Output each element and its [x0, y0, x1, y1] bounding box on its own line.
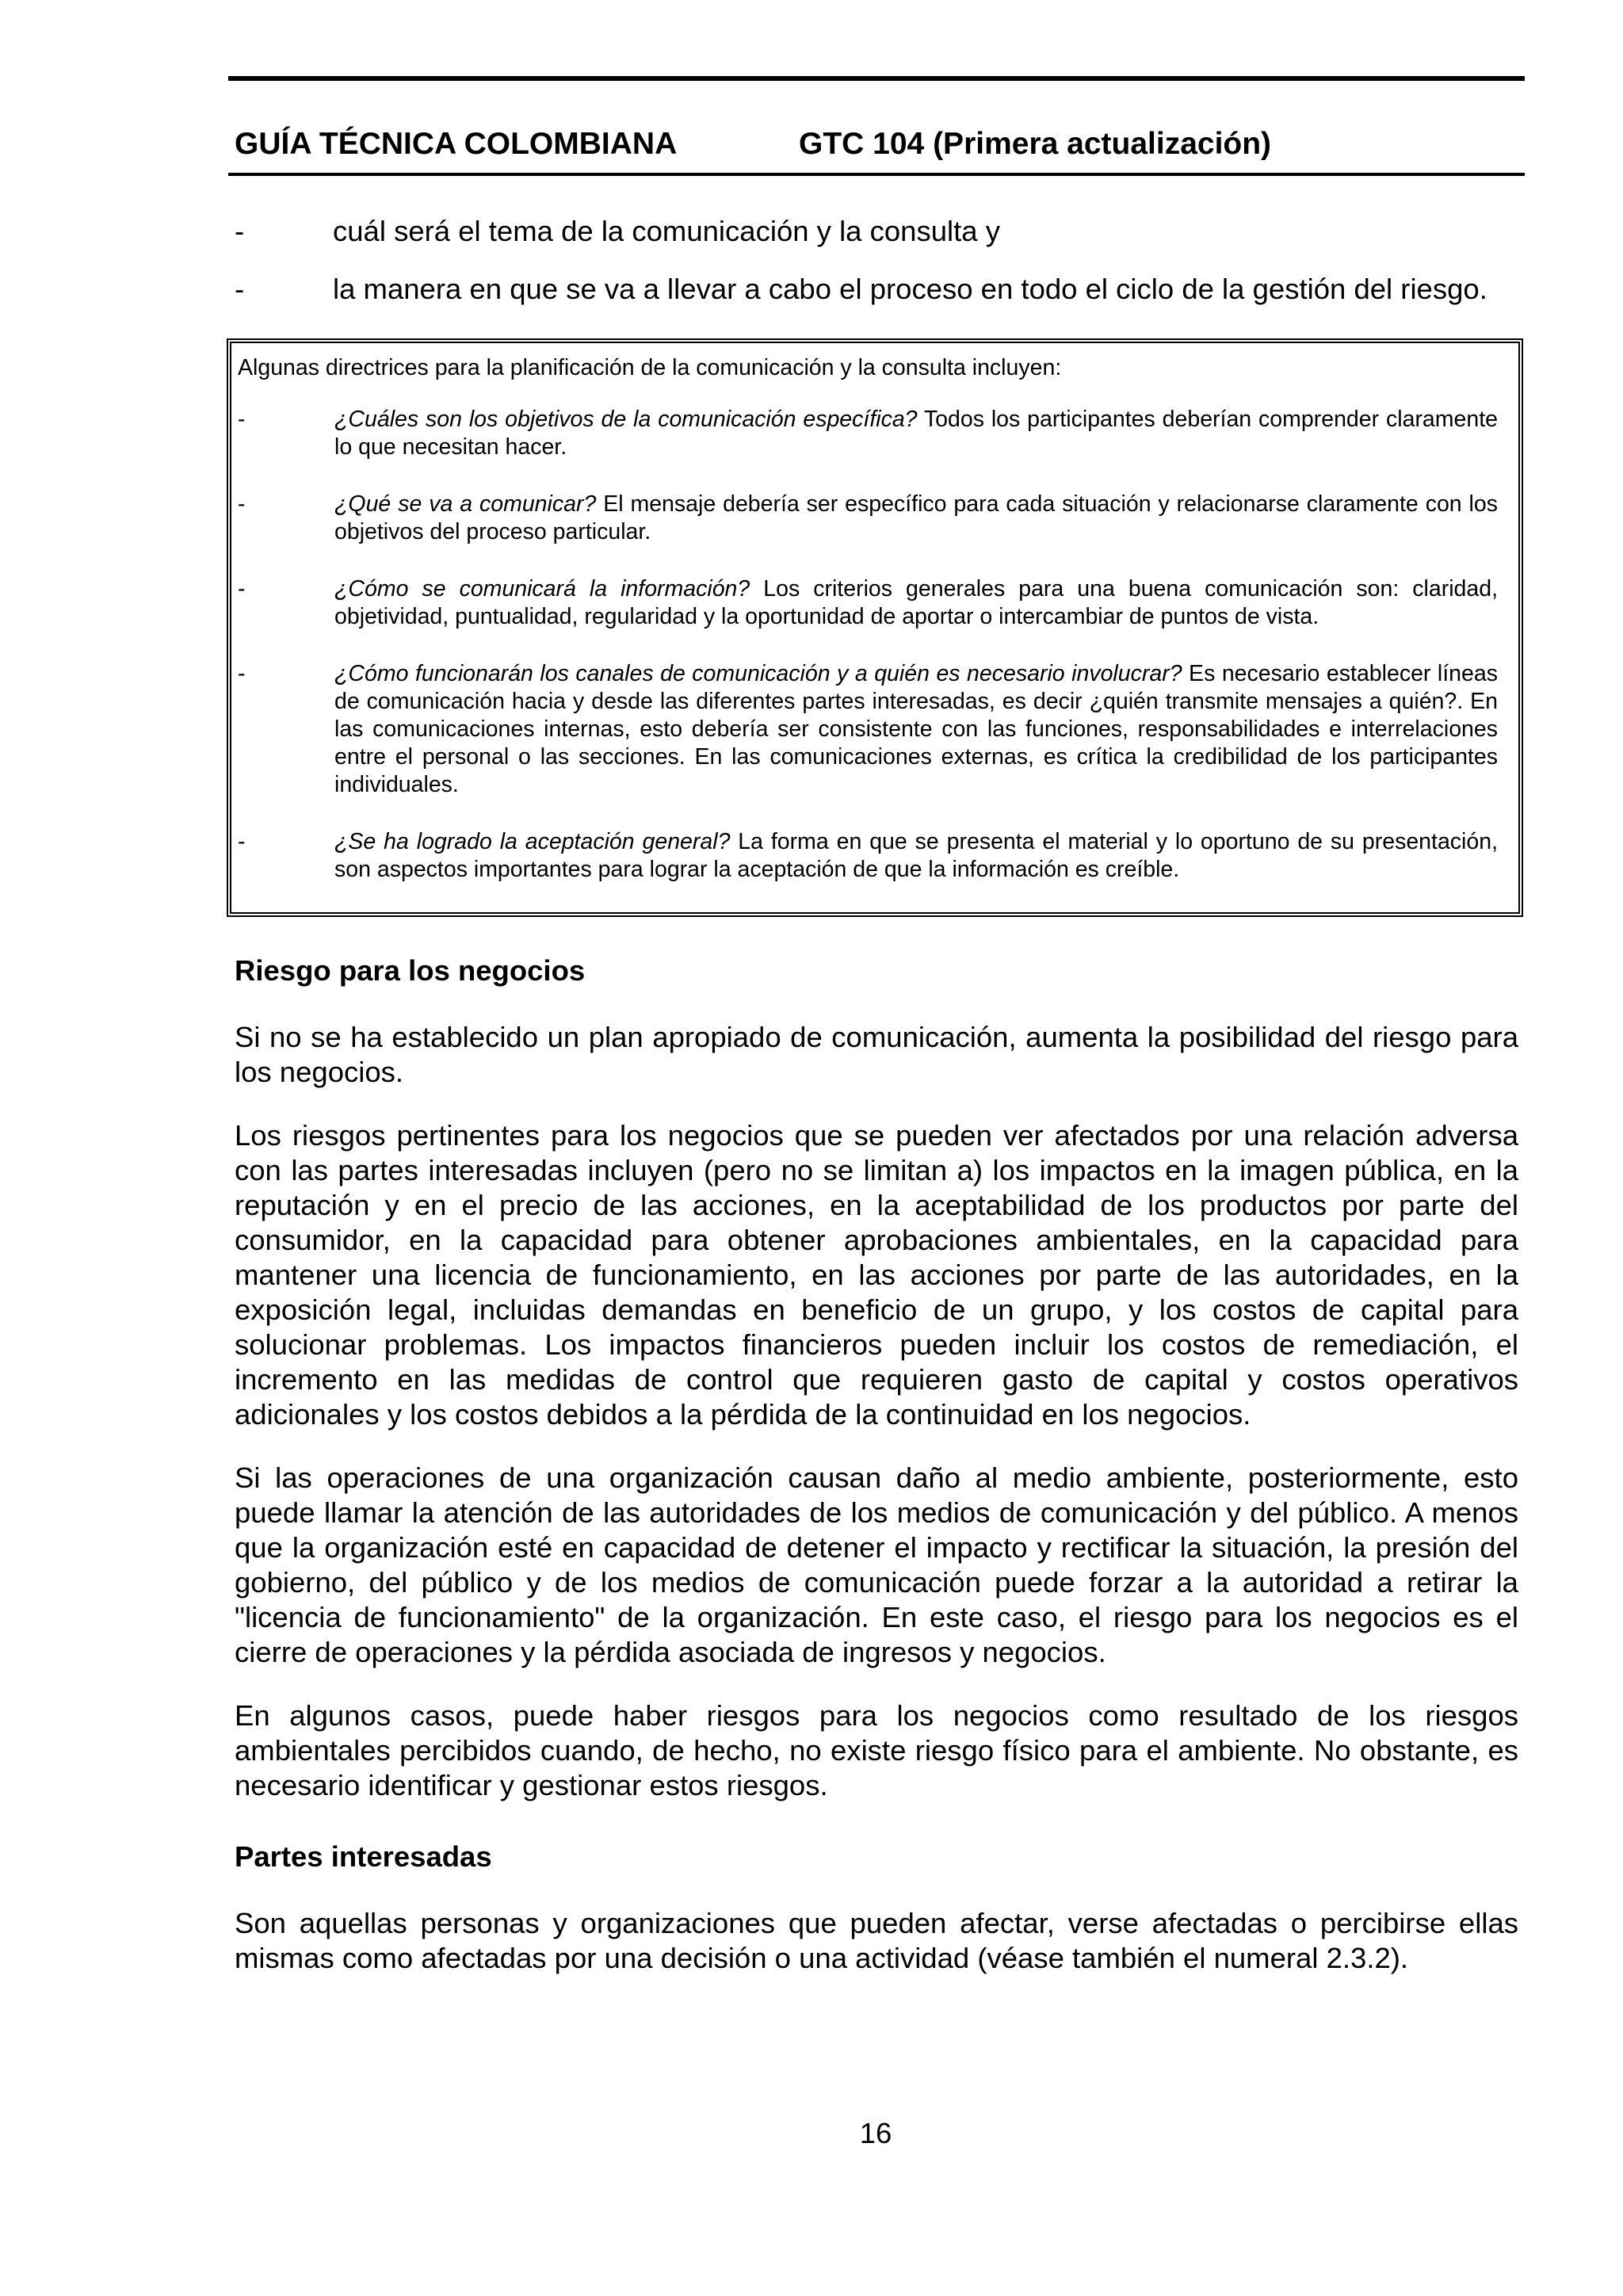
- box-item-text: Es necesario establecer líneas de comunicación hacia y desde las diferentes partes interesadas, es decir ¿quién transmite mensajes a quién?. En las comunicaciones internas, esto debería ser consistente con las funciones, responsabilidades e interrelaciones entre el personal o las secciones. En las comunicaciones externas, es crítica la credibilidad de los participantes individuales.: [334, 661, 1498, 797]
- box-item-question: ¿Cómo se comunicará la información?: [334, 576, 750, 602]
- paragraph: Son aquellas personas y organizaciones que pueden afectar, verse afectadas o percibirse ellas mismas como afectadas por una decisión o una actividad (véase también el numeral 2.3.2).: [235, 1907, 1518, 1974]
- paragraph: Si no se ha establecido un plan apropiado de comunicación, aumenta la posibilidad del riesgo para los negocios.: [235, 1021, 1518, 1088]
- paragraph: Si las operaciones de una organización causan daño al medio ambiente, posteriormente, esto puede llamar la atención de las autoridades de los medios de comunicación y del público. A menos que la organización esté en capacidad de detener el impacto y rectificar la situación, la presión del gobierno, del público y de los medios de comunicación puede forzar a la autoridad a retirar la "licencia de funcionamiento" de la organización. En este caso, el riesgo para los negocios es el cierre de operaciones y la pérdida asociada de ingresos y negocios.: [235, 1461, 1518, 1668]
- header-bottom-rule: [228, 173, 1525, 176]
- box-intro: Algunas directrices para la planificación de la comunicación y la consulta incluyen:: [238, 355, 1062, 380]
- paragraph: En algunos casos, puede haber riesgos para los negocios como resultado de los riesgos ambientales percibidos cuando, de hecho, no existe riesgo físico para el ambiente. No obstante, es necesario identificar y gestionar estos riesgos.: [235, 1699, 1518, 1801]
- section-heading: Riesgo para los negocios: [235, 954, 586, 987]
- box-item: [238, 491, 1498, 546]
- box-item-text: Todos los participantes deberían comprender claramente lo que necesitan hacer.: [334, 407, 1498, 460]
- box-item-question: ¿Cuáles son los objetivos de la comunicación específica?: [334, 407, 918, 432]
- box-item: [238, 406, 1498, 461]
- list-dash: -: [238, 576, 246, 602]
- page-content: [235, 214, 1518, 1976]
- list-item: [235, 272, 1518, 307]
- box-item: [238, 575, 1498, 631]
- page-number: 16: [859, 2117, 892, 2149]
- paragraph: Los riesgos pertinentes para los negocios que se pueden ver afectados por una relación adversa con las partes interesadas incluyen (pero no se limitan a) los impactos en la imagen pública, en la reputación y en el precio de las acciones, en la aceptabilidad de los productos por parte del consumidor, en la capacidad para obtener aprobaciones ambientales, en la capacidad para mantener una licencia de funcionamiento, en las acciones por parte de las autoridades, en la exposición legal, incluidas demandas en beneficio de un grupo, y los costos de capital para solucionar problemas. Los impactos financieros pueden incluir los costos de remediación, el incremento en las medidas de control que requieren gasto de capital y costos operativos adicionales y los costos debidos a la pérdida de la continuidad en los negocios.: [235, 1119, 1518, 1431]
- box-item-text: La forma en que se presenta el material y lo oportuno de su presentación, son aspectos importantes para lograr la aceptación de que la información es creíble.: [334, 829, 1498, 882]
- box-item: [238, 828, 1498, 884]
- list-dash: -: [238, 829, 246, 854]
- top-list: [235, 214, 1518, 307]
- list-dash: -: [238, 407, 246, 432]
- box-item-question: ¿Se ha logrado la aceptación general?: [334, 829, 731, 854]
- list-dash: -: [238, 491, 246, 517]
- box-item-question: ¿Cómo funcionarán los canales de comunicación y a quién es necesario involucrar?: [334, 661, 1182, 686]
- list-dash: -: [235, 273, 245, 305]
- list-item-text: la manera en que se va a llevar a cabo el proceso en todo el ciclo de la gestión del riesgo.: [333, 273, 1487, 305]
- header-title-right: GTC 104 (Primera actualización): [799, 127, 1272, 161]
- list-item-text: cuál será el tema de la comunicación y la consulta y: [333, 215, 1000, 247]
- box-item: [238, 660, 1498, 799]
- box-item-question: ¿Qué se va a comunicar?: [334, 491, 597, 517]
- header-title-left: GUÍA TÉCNICA COLOMBIANA: [235, 127, 678, 161]
- list-item: [235, 214, 1518, 249]
- guidelines-box: [227, 338, 1523, 917]
- section-heading: Partes interesadas: [235, 1840, 492, 1873]
- header-top-rule: [228, 76, 1525, 81]
- box-item-text: Los criterios generales para una buena comunicación son: claridad, objetividad, puntualidad, regularidad y la oportunidad de aportar o intercambiar de puntos de vista.: [334, 576, 1498, 629]
- box-item-text: El mensaje debería ser específico para cada situación y relacionarse claramente con los objetivos del proceso particular.: [334, 491, 1498, 544]
- list-dash: -: [238, 661, 246, 686]
- list-dash: -: [235, 215, 245, 247]
